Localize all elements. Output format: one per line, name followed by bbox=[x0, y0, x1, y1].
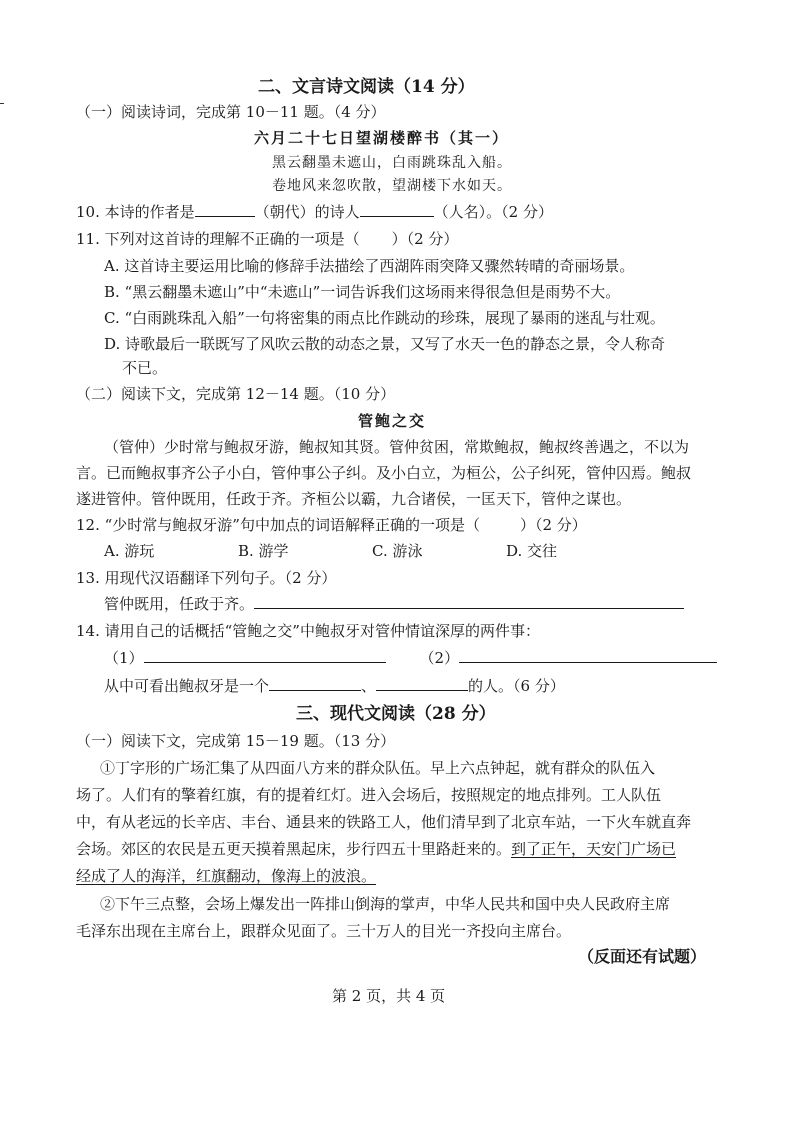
passage-line-2: 言。已而鲍叔事齐公子小白，管仲事公子纠。及小白立，为桓公，公子纠死，管仲囚焉。鲍叔 bbox=[76, 464, 692, 482]
q10-prefix: 10. 本诗的作者是 bbox=[76, 203, 195, 221]
q14-tail-a: 从中可看出鲍叔牙是一个 bbox=[104, 677, 270, 695]
passage-line-3: 遂进管仲。管仲既用，任政于齐。齐桓公以霸，九合诸侯，一匡天下，管仲之谋也。 bbox=[76, 490, 632, 508]
q11-option-c: C. “白雨跳珠乱入船”一句将密集的雨点比作跳动的珍珠，展现了暴雨的迷乱与壮观。 bbox=[104, 309, 665, 327]
p1-line-4 bbox=[76, 839, 676, 860]
section3-title: 三、现代文阅读（28 分） bbox=[296, 704, 496, 724]
q13-answer-blank[interactable] bbox=[254, 594, 684, 609]
q12-stem: 12. “少时常与鲍叔牙游”句中加点的词语解释正确的一项是（ bbox=[76, 516, 480, 534]
q14-item2-label: （2） bbox=[419, 649, 460, 667]
p1-line-3: 中，有从老远的长辛店、丰台、通县来的铁路工人，他们清早到了北京车站，一下火车就直奔 bbox=[76, 813, 692, 831]
passage-line-1: （管仲）少时常与鲍叔牙游，鲍叔知其贤。管仲贫困，常欺鲍叔，鲍叔终善遇之，不以为 bbox=[104, 438, 690, 456]
q11-score: ）（2 分） bbox=[391, 230, 459, 248]
p1-line-1: ①丁字形的广场汇集了从四面八方来的群众队伍。早上六点钟起，就有群众的队伍入 bbox=[100, 759, 656, 777]
q14-items bbox=[104, 648, 717, 669]
q13-sentence: 管仲既用，任政于齐。 bbox=[104, 595, 255, 613]
p2-line-1: ②下午三点整，会场上爆发出一阵排山倒海的掌声，中华人民共和国中央人民政府主席 bbox=[100, 895, 671, 913]
section2-part1-intro: （一）阅读诗词，完成第 10－11 题。（4 分） bbox=[76, 103, 386, 121]
q12-score: ）（2 分） bbox=[519, 516, 587, 534]
q12-option-a: A. 游玩 bbox=[104, 542, 155, 560]
q10-mid2: （人名）。（2 分） bbox=[433, 203, 553, 221]
q14-tail-sep: 、 bbox=[361, 677, 377, 695]
poem-title: 六月二十七日望湖楼醉书（其一） bbox=[254, 129, 510, 147]
q14-tail bbox=[104, 676, 565, 697]
poem-line-2: 卷地风来忽吹散，望湖楼下水如天。 bbox=[272, 178, 512, 194]
q11-option-a: A. 这首诗主要运用比喻的修辞手法描绘了西湖阵雨突降又骤然转晴的奇丽场景。 bbox=[104, 257, 635, 275]
q14-trait2-blank[interactable] bbox=[376, 676, 468, 691]
question-11 bbox=[76, 229, 458, 250]
question-12 bbox=[76, 515, 587, 536]
q14-item1-label: （1） bbox=[104, 649, 144, 667]
q11-option-b: B. “黑云翻墨未遮山”中“未遮山”一词告诉我们这场雨来得很急但是雨势不大。 bbox=[104, 283, 621, 301]
q12-option-b: B. 游学 bbox=[238, 542, 289, 560]
section2-part2-intro: （二）阅读下文，完成第 12－14 题。（10 分） bbox=[76, 385, 396, 403]
q11-stem: 11. 下列对这首诗的理解不正确的一项是（ bbox=[76, 230, 360, 248]
p1-line-2: 场了。人们有的擎着红旗，有的提着红灯。进入会场后，按照规定的地点排列。工人队伍 bbox=[76, 786, 662, 804]
p1-line-5-underlined: 经成了人的海洋，红旗翻动，像海上的波浪。 bbox=[76, 867, 377, 885]
question-14: 14. 请用自己的话概括“管鲍之交”中鲍叔牙对管仲情谊深厚的两件事： bbox=[76, 622, 540, 640]
q14-item1-blank[interactable] bbox=[144, 648, 386, 663]
q11-option-d-line1: D. 诗歌最后一联既写了风吹云散的动态之景，又写了水天一色的静态之景，令人称奇 bbox=[104, 335, 666, 353]
p1-line-4a: 会场。郊区的农民是五更天摸着黑起床，步行四五十里路赶来的。 bbox=[76, 840, 512, 858]
section2-title: 二、文言诗文阅读（14 分） bbox=[258, 77, 475, 97]
poem-line-1: 黑云翻墨未遮山，白雨跳珠乱入船。 bbox=[272, 155, 512, 171]
passage-title: 管鲍之交 bbox=[358, 412, 427, 430]
section3-part1-intro: （一）阅读下文，完成第 15－19 题。（13 分） bbox=[76, 732, 396, 750]
question-10 bbox=[76, 202, 553, 223]
q11-option-d-line2: 不已。 bbox=[122, 359, 168, 377]
question-13: 13. 用现代汉语翻译下列句子。（2 分） bbox=[76, 569, 337, 587]
p2-line-2: 毛泽东出现在主席台上，跟群众见面了。三十万人的目光一齐投向主席台。 bbox=[76, 922, 572, 940]
p1-underlined-start: 到了正午，天安门广场已 bbox=[511, 840, 677, 858]
q14-tail-b: 的人。（6 分） bbox=[468, 677, 565, 695]
q12-option-d: D. 交往 bbox=[506, 542, 558, 560]
q10-dynasty-blank[interactable] bbox=[195, 202, 255, 217]
page-footer: 第 2 页，共 4 页 bbox=[332, 987, 446, 1005]
q14-item2-blank[interactable] bbox=[459, 648, 717, 663]
q12-option-c: C. 游泳 bbox=[372, 542, 423, 560]
margin-mark bbox=[0, 103, 4, 104]
q13-line bbox=[104, 594, 684, 615]
q10-mid1: （朝代）的诗人 bbox=[254, 203, 360, 221]
q14-trait1-blank[interactable] bbox=[269, 676, 361, 691]
reverse-note: （反面还有试题） bbox=[578, 947, 707, 966]
q10-name-blank[interactable] bbox=[360, 202, 434, 217]
